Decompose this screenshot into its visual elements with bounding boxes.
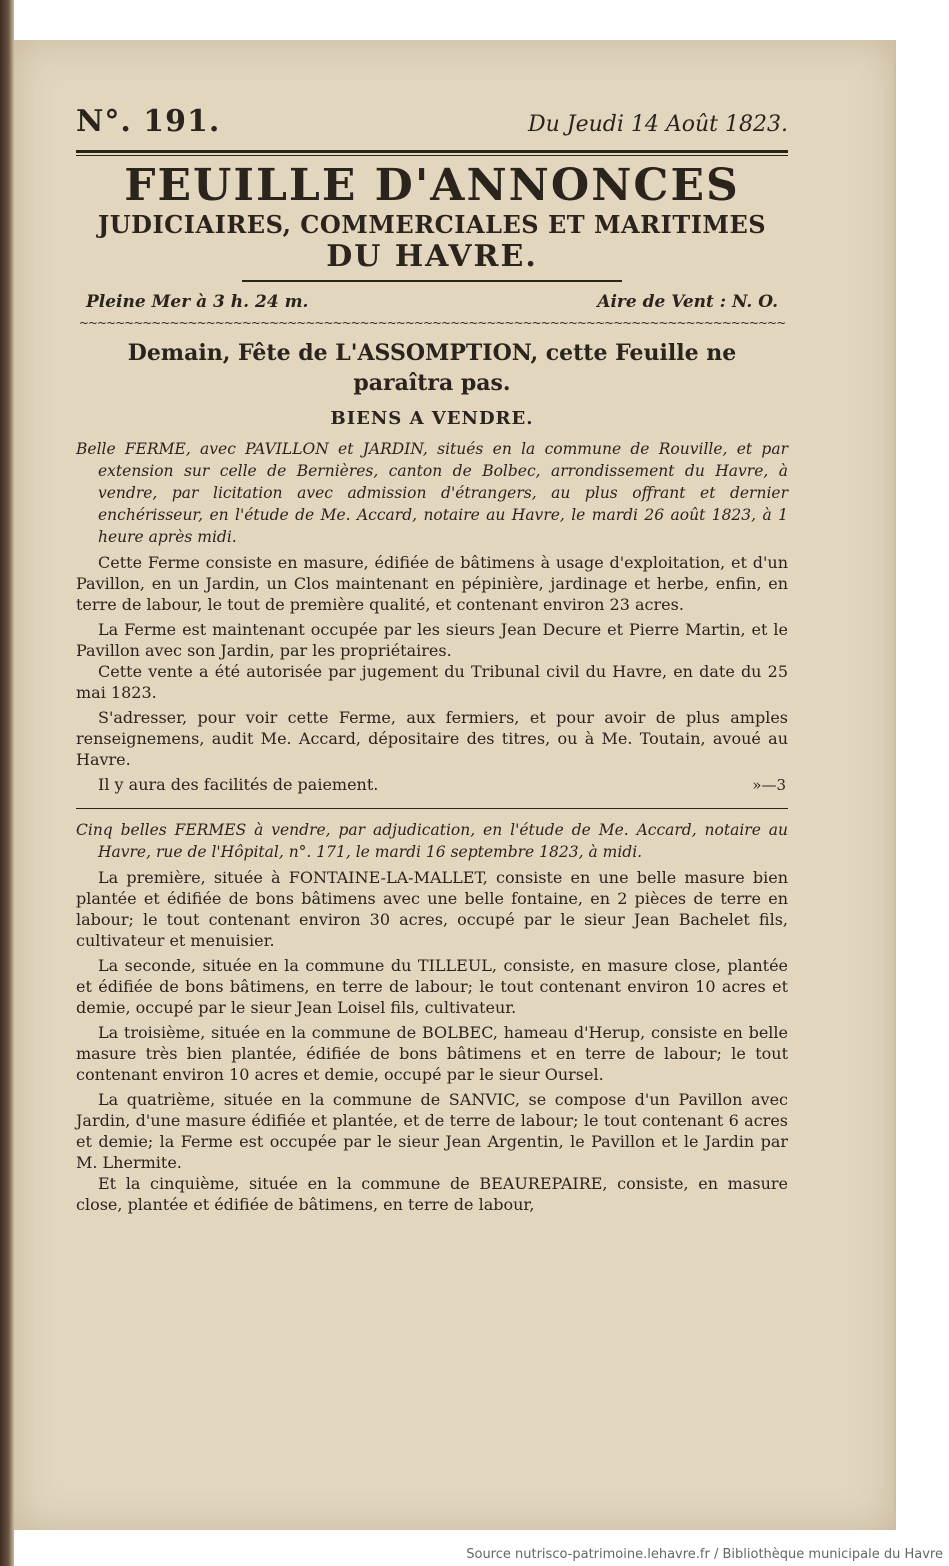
issue-number: N°. 191. (76, 104, 221, 139)
section-title: BIENS A VENDRE. (330, 408, 534, 429)
masthead-title: FEUILLE D'ANNONCES (124, 160, 740, 211)
ad-cinq-fermes (76, 819, 788, 1215)
header-rule (76, 150, 788, 153)
ad-paragraph: Il y aura des facilités de paiement. (98, 775, 379, 794)
ad-paragraph: Cette Ferme consiste en masure, édifiée de bâtimens à usage d'exploitation, et d'un Pavillon, en un Jardin, un Clos maintenant en pépinière, jardinage et herbe, enfin, en terre de labour, le tout de première qualité, et contenant environ 23 acres. (76, 553, 788, 614)
ad-paragraph: La troisième, située en la commune de BOLBEC, hameau d'Herup, consiste en belle masure très bien plantée, édifiée de bons bâtimens et en terre de labour; le tout contenant environ 10 acres et demie, occupé par le sieur Oursel. (76, 1023, 788, 1084)
masthead-rule (242, 280, 622, 282)
ad-mark: »—3 (752, 776, 786, 794)
ad-paragraph: La première, située à FONTAINE-LA-MALLET, consiste en une belle masure bien plantée et édifiée de bons bâtimens avec une belle fontaine, en 2 pièces de terre en labour; le tout contenant environ 30 acres, occupé par le sieur Jean Bachelet fils, cultivateur et menuisier. (76, 868, 788, 950)
ad-paragraph: La Ferme est maintenant occupée par les sieurs Jean Decure et Pierre Martin, et le Pavillon avec son Jardin, par les propriétaires. (76, 620, 788, 660)
ad-lead: Cinq belles FERMES à vendre, par adjudication, en l'étude de Me. Accard, notaire au Havre, rue de l'Hôpital, n°. 171, le mardi 16 septembre 1823, à midi. (76, 821, 788, 861)
ad-separator (76, 808, 788, 809)
tide-line (76, 292, 788, 312)
holiday-notice: Demain, Fête de L'ASSOMPTION, cette Feuille ne paraîtra pas. (127, 340, 737, 396)
masthead-subtitle: JUDICIAIRES, COMMERCIALES ET MARITIMES (97, 210, 767, 239)
issue-line (76, 104, 788, 144)
newspaper-page (14, 40, 896, 1530)
ad-paragraph: S'adresser, pour voir cette Ferme, aux fermiers, et pour avoir de plus amples renseignemens, audit Me. Accard, dépositaire des titres, ou à Me. Toutain, avoué au Havre. (76, 708, 788, 769)
ad-closing (76, 774, 788, 796)
header-rule-thin (76, 155, 788, 156)
book-spine (0, 0, 14, 1566)
source-credit: Source nutrisco-patrimoine.lehavre.fr / Bibliothèque municipale du Havre (466, 1547, 943, 1562)
aire-de-vent: Aire de Vent : N. O. (597, 292, 778, 312)
ad-paragraph: La seconde, située en la commune du TILLEUL, consiste, en masure close, plantée et édifiée de bons bâtimens, en terre de labour; le tout contenant environ 10 acres et demie, occupé par le sieur Jean Loisel fils, cultivateur. (76, 956, 788, 1017)
ad-paragraph: Cette vente a été autorisée par jugement du Tribunal civil du Havre, en date du 25 mai 1823. (76, 662, 788, 702)
ad-paragraph: La quatrième, située en la commune de SANVIC, se compose d'un Pavillon avec Jardin, d'une masure édifiée et plantée, et de terre de labour; le tout contenant 6 acres et demie; la Ferme est occupée par le sieur Jean Argentin, le Pavillon et le Jardin par M. Lhermite. (76, 1090, 788, 1172)
issue-date: Du Jeudi 14 Août 1823. (527, 112, 788, 137)
ad-lead: Belle FERME, avec PAVILLON et JARDIN, situés en la commune de Rouville, et par extension sur celle de Bernières, canton de Bolbec, arrondissement du Havre, à vendre, par licitation avec admission d'étrangers, au plus offrant et dernier enchérisseur, en l'étude de Me. Accard, notaire au Havre, le mardi 26 août 1823, à 1 heure après midi. (76, 440, 788, 546)
page-content (76, 104, 788, 1215)
ornament-rule: ~~~~~~~~~~~~~~~~~~~~~~~~~~~~~~~~~~~~~~~~~~~~~~~~~~~~~~~~~~~~~~~~~~~~~~~~~~~~~~ (78, 316, 786, 330)
masthead-city: DU HAVRE. (326, 239, 538, 274)
pleine-mer: Pleine Mer à 3 h. 24 m. (86, 292, 309, 312)
ad-ferme-rouville (76, 438, 788, 796)
ad-paragraph: Et la cinquième, située en la commune de BEAUREPAIRE, consiste, en masure close, plantée et édifiée de bâtimens, en terre de labour, (76, 1174, 788, 1214)
